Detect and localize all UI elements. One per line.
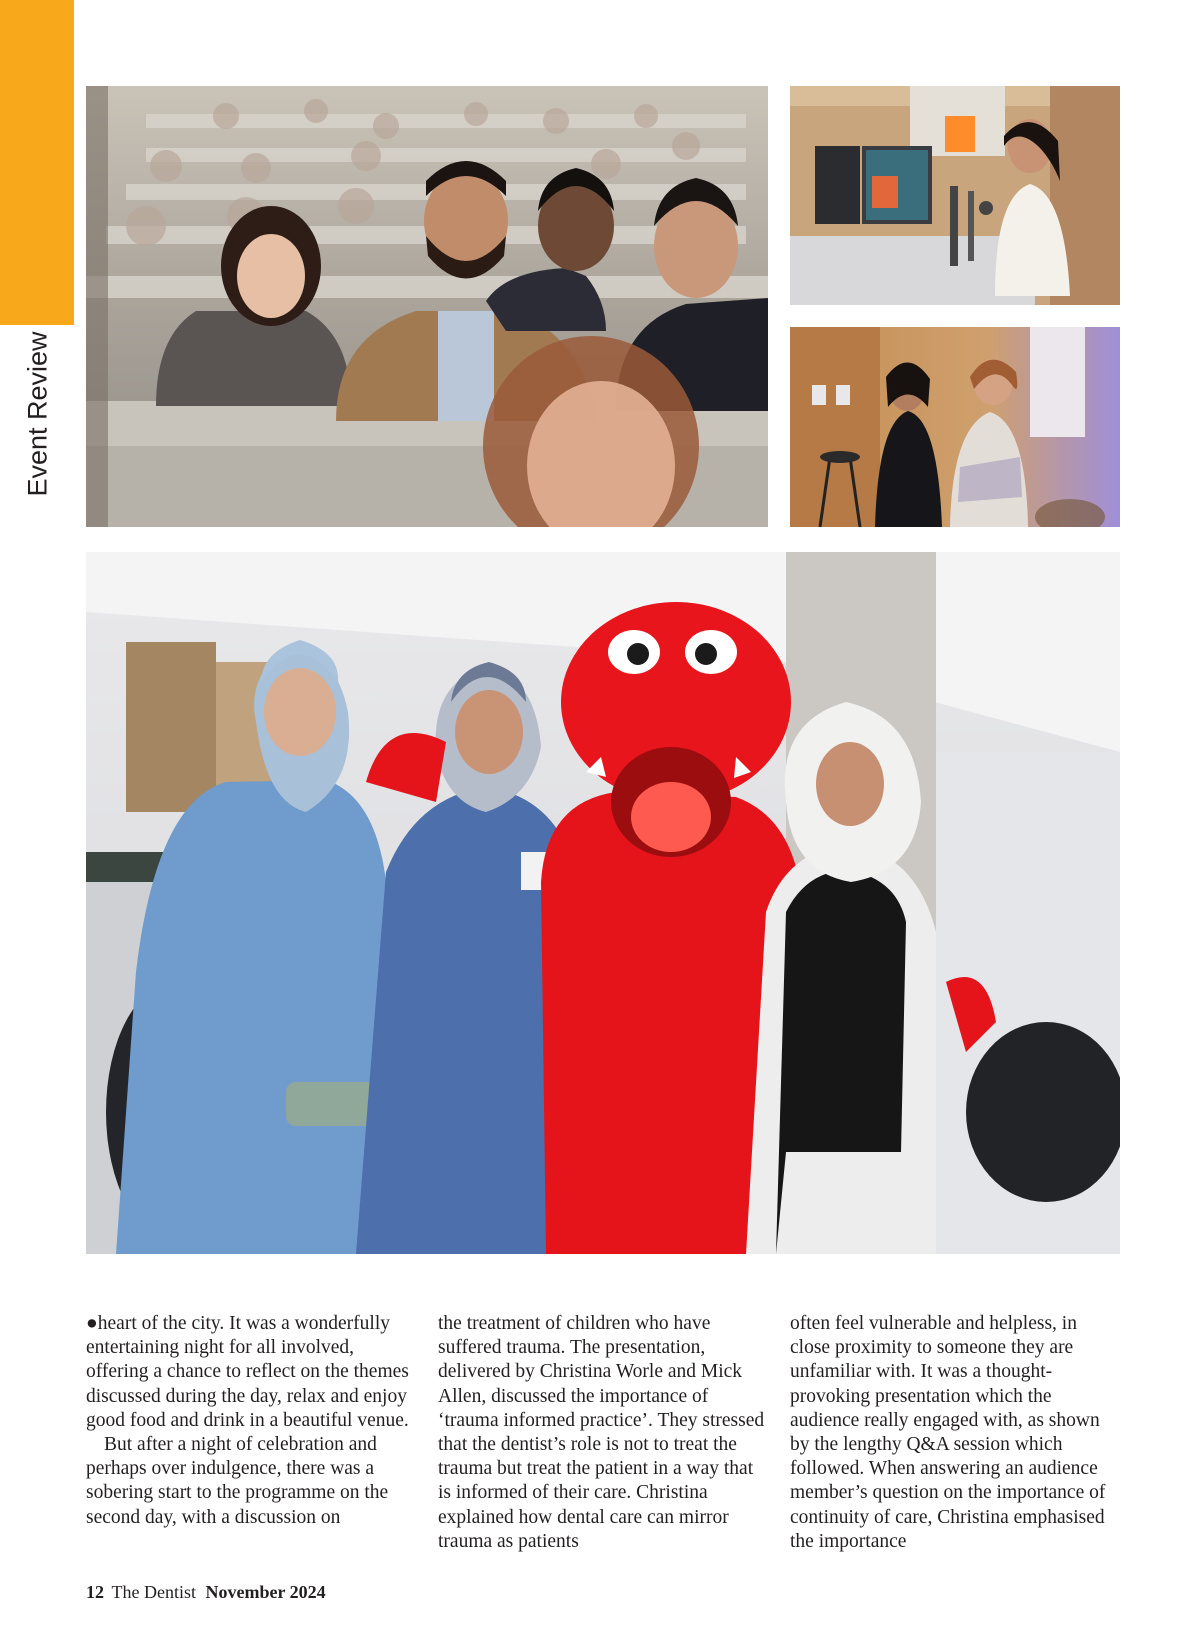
article-paragraph: often feel vulnerable and helpless, in close proximity to someone they are unfamiliar with. It was a thought-provoking presentation which the audience really engaged with, as shown by the lengthy Q&A session which followed. When answering an audience member’s question on the importance of continuity of care, Christina emphasised the importance [790,1313,1106,1552]
mascot-group-photo [86,552,1120,1254]
article-column-2 [438,1312,768,1554]
article-body [86,1312,1120,1552]
article-paragraph: the treatment of children who have suffered trauma. The presentation, delivered by Christina Worle and Mick Allen, discussed the importance of ‘trauma informed practice’. They stressed that the dentist’s role is not to treat the trauma but treat the patient in a way that is informed of their care. Christina explained how dental care can mirror trauma as patients [438,1313,765,1552]
magazine-name: The Dentist [111,1582,196,1602]
article-column-3 [790,1312,1120,1554]
article-column-1 [86,1312,416,1530]
section-label: Event Review [22,331,53,497]
article-paragraph: ●heart of the city. It was a wonderfully entertaining night for all involved, offering a chance to reflect on the themes discussed during the day, relax and enjoy good food and drink in a beautiful venue. [86,1313,409,1431]
section-color-tab [0,0,74,325]
article-paragraph: But after a night of celebration and perhaps over indulgence, there was a sobering start to the programme on the second day, with a discussion on [86,1434,389,1528]
page-footer [86,1582,326,1603]
issue-date: November 2024 [205,1582,326,1602]
continuation-marker: ● [86,1313,98,1334]
microphone-fitting-photo [790,327,1120,527]
page-number: 12 [86,1582,104,1602]
lecture-audience-photo [86,86,768,527]
speaker-podium-photo [790,86,1120,305]
